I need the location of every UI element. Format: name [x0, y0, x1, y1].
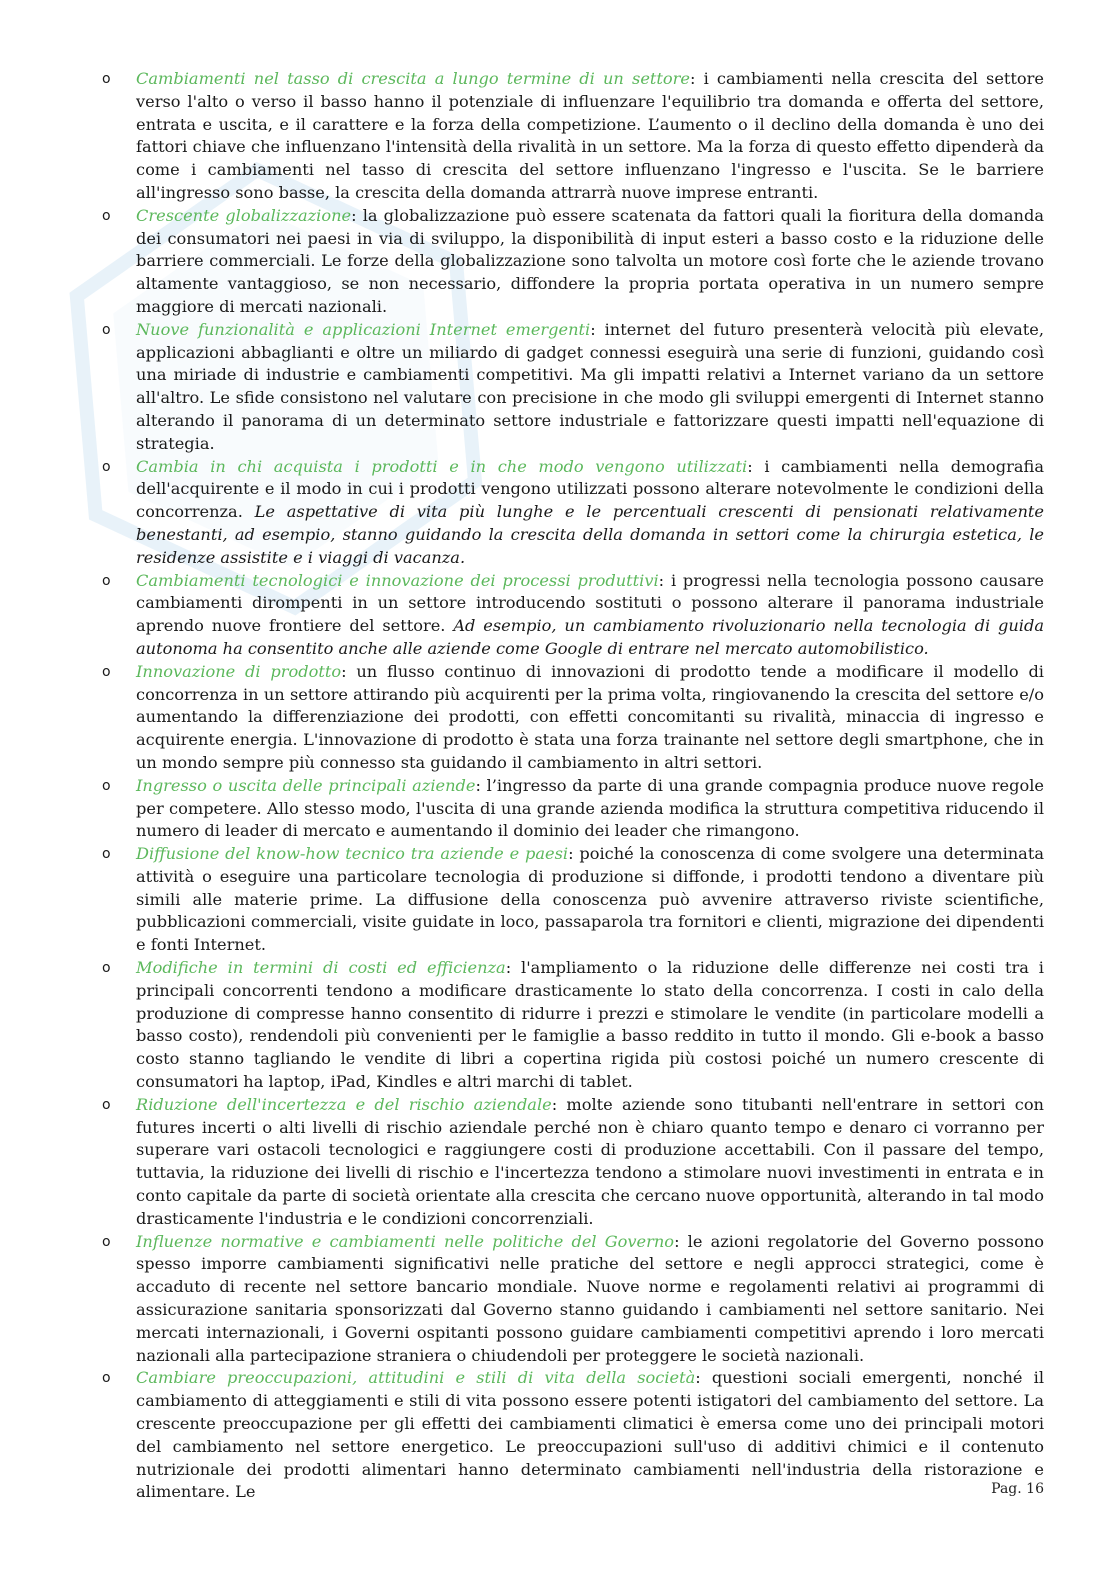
- bullet-item: [92, 570, 1044, 661]
- item-term: Ingresso o uscita delle principali aziende: [136, 775, 476, 795]
- item-example: Le aspettative di vita più lunghe e le percentuali crescenti di pensionati relativamente benestanti, ad esempio, stanno guidando la crescita della domanda in settori come la chirurgia estetica, le residenze assistite e i viaggi di vacanza.: [136, 502, 1044, 567]
- item-text: : un flusso continuo di innovazioni di prodotto tende a modificare il modello di concorrenza in un settore attirando più acquirenti per la prima volta, ringiovanendo la crescita del settore e/o aumentando la differenziazione dei prodotti, con effetti concomitanti su rivalità, minaccia di ingresso e acquirente energia. L'innovazione di prodotto è stata una forza trainante nel settore degli smartphone, che in un mondo sempre più connesso sta guidando il cambiamento in altri settori.: [136, 661, 1044, 772]
- bullet-marker: o: [102, 846, 111, 863]
- bullet-item: [92, 319, 1044, 456]
- item-term: Cambiamenti nel tasso di crescita a lungo termine di un settore: [136, 69, 690, 88]
- item-text: : i cambiamenti nella crescita del settore verso l'alto o verso il basso hanno il potenziale di influenzare l'equilibrio tra domanda e offerta del settore, entrata e uscita, e il carattere e la forza della competizione. L’aumento o il declino della domanda è uno dei fattori chiave che influenzano l'intensità della rivalità in un settore. Ma la forza di questo effetto dipenderà da come i cambiamenti nel tasso di crescita del settore influenzano l'ingresso e l'uscita. Se le barriere all'ingresso sono basse, la crescita della domanda attrarrà nuove imprese entranti.: [136, 69, 1044, 202]
- bullet-item: [92, 1094, 1044, 1231]
- bullet-marker: o: [102, 960, 111, 977]
- item-term: Modifiche in termini di costi ed efficienza: [136, 958, 506, 978]
- bullet-marker: o: [102, 321, 111, 338]
- bullet-marker: o: [102, 1096, 111, 1113]
- bullet-marker: o: [102, 207, 111, 224]
- item-text: : poiché la conoscenza di come svolgere una determinata attività o eseguire una particolare tecnologia di produzione si diffonde, i prodotti tendono a diventare più simili alle materie prime. La diffusione della conoscenza può avvenire attraverso riviste scientifiche, pubblicazioni commerciali, visite guidate in loco, passaparola tra fornitori e clienti, migrazione dei dipendenti e fonti Internet.: [136, 844, 1044, 955]
- bullet-marker: o: [102, 1233, 111, 1250]
- bullet-item: [92, 843, 1044, 957]
- item-text: : questioni sociali emergenti, nonché il cambiamento di atteggiamenti e stili di vita possono essere potenti istigatori del cambiamento del settore. La crescente preoccupazione per gli effetti dei cambiamenti climatici è emersa come uno dei principali motori del cambiamento nel settore energetico. Le preoccupazioni sull'uso di additivi chimici e il contenuto nutrizionale dei prodotti alimentari hanno determinato cambiamenti nell'industria della ristorazione e alimentare. Le: [136, 1368, 1044, 1502]
- bullet-item: [92, 456, 1044, 570]
- item-text: : i progressi nella tecnologia possono causare cambiamenti dirompenti in un settore introducendo sostituti o possono alterare il panorama industriale aprendo nuove frontiere del settore.: [136, 570, 1044, 636]
- bullet-marker: o: [102, 71, 111, 87]
- bullet-marker: o: [102, 572, 111, 589]
- item-term: Cambia in chi acquista i prodotti e in che modo vengono utilizzati: [136, 456, 748, 476]
- item-text: : l’ingresso da parte di una grande compagnia produce nuove regole per competere. Allo stesso modo, l'uscita di una grande azienda modifica la struttura competitiva riducendo il numero di leader di mercato e aumentando il dominio dei leader che rimangono.: [136, 775, 1044, 841]
- item-text: : i cambiamenti nella demografia dell'acquirente e il modo in cui i prodotti vengono utilizzati possono alterare notevolmente le condizioni della concorrenza.: [136, 456, 1044, 522]
- item-term: Diffusione del know-how tecnico tra aziende e paesi: [136, 844, 569, 864]
- item-term: Riduzione dell'incertezza e del rischio aziendale: [136, 1094, 552, 1114]
- item-text: : l'ampliamento o la riduzione delle differenze nei costi tra i principali concorrenti tendono a modificare drasticamente lo stato della concorrenza. I costi in calo della produzione di compresse hanno consentito di ridurre i prezzi e stimolare le vendite (in particolare modelli a basso costo), rendendoli più convenienti per le famiglie a basso reddito in tutto il mondo. Gli e-book a basso costo stanno tagliando le vendite di libri a copertina rigida più costosi poiché un numero crescente di consumatori ha laptop, iPad, Kindles e altri marchi di tablet.: [136, 958, 1044, 1092]
- item-term: Cambiare preoccupazioni, attitudini e stili di vita della società: [136, 1368, 696, 1388]
- item-text: : la globalizzazione può essere scatenata da fattori quali la fioritura della domanda dei consumatori nei paesi in via di sviluppo, la disponibilità di input esteri a basso costo e la riduzione delle barriere commerciali. Le forze della globalizzazione sono talvolta un motore così forte che le aziende trovano altamente vantaggioso, se non necessario, diffondere la propria portata operativa in un numero sempre maggiore di mercati nazionali.: [136, 205, 1044, 316]
- bullet-item: [92, 1367, 1044, 1504]
- item-example: Ad esempio, un cambiamento rivoluzionario nella tecnologia di guida autonoma ha consentito anche alle aziende come Google di entrare nel mercato automobilistico.: [136, 616, 1044, 658]
- item-text: : le azioni regolatorie del Governo possono spesso imporre cambiamenti significativi nelle pratiche del settore e negli approcci strategici, come è accaduto di recente nel settore bancario mondiale. Nuove norme e regolamenti relativi ai programmi di assicurazione sanitaria sponsorizzati dal Governo stanno guidando i cambiamenti nel settore sanitario. Nei mercati internazionali, i Governi ospitanti possono guidare cambiamenti competitivi aprendo i loro mercati nazionali alla partecipazione straniera o chiudendoli per proteggere le società nazionali.: [136, 1231, 1045, 1365]
- bullet-item: [92, 205, 1044, 319]
- bullet-item: [92, 1231, 1044, 1368]
- bullet-marker: o: [102, 777, 111, 794]
- item-term: Crescente globalizzazione: [136, 205, 352, 225]
- bullet-marker: o: [102, 458, 111, 475]
- bullet-marker: o: [102, 663, 111, 680]
- item-term: Innovazione di prodotto: [136, 661, 342, 681]
- item-text: : molte aziende sono titubanti nell'entrare in settori con futures incerti o alti livelli di rischio aziendale perché non è chiaro quanto tempo e denaro ci vorranno per superare vari ostacoli tecnologici e raggiungere costi di produzione accettabili. Con il passare del tempo, tuttavia, la riduzione dei livelli di rischio e l'incertezza tendono a stimolare nuovi investimenti in entrata e in conto capitale da parte di società orientate alla crescita che cercano nuove opportunità, alterando in tal modo drasticamente l'industria e le condizioni concorrenziali.: [136, 1094, 1044, 1228]
- item-term: Influenze normative e cambiamenti nelle politiche del Governo: [136, 1231, 675, 1251]
- document-page: [92, 68, 1044, 1504]
- bullet-marker: o: [102, 1370, 111, 1387]
- bullet-item: [92, 957, 1044, 1094]
- page-number: Pag. 16: [991, 1481, 1044, 1497]
- bullet-item: [92, 68, 1044, 205]
- bullet-item: [92, 775, 1044, 843]
- bullet-item: [92, 661, 1044, 775]
- item-term: Cambiamenti tecnologici e innovazione dei processi produttivi: [136, 570, 659, 590]
- item-text: : internet del futuro presenterà velocità più elevate, applicazioni abbaglianti e oltre un miliardo di gadget connessi eseguirà una serie di funzioni, guidando così una miriade di industrie e cambiamenti competitivi. Ma gli impatti relativi a Internet variano da un settore all'altro. Le sfide consistono nel valutare con precisione in che modo gli sviluppi emergenti di Internet stanno alterando il panorama di un determinato settore industriale e fattorizzare questi impatti nell'equazione di strategia.: [136, 319, 1044, 453]
- item-term: Nuove funzionalità e applicazioni Internet emergenti: [136, 319, 591, 339]
